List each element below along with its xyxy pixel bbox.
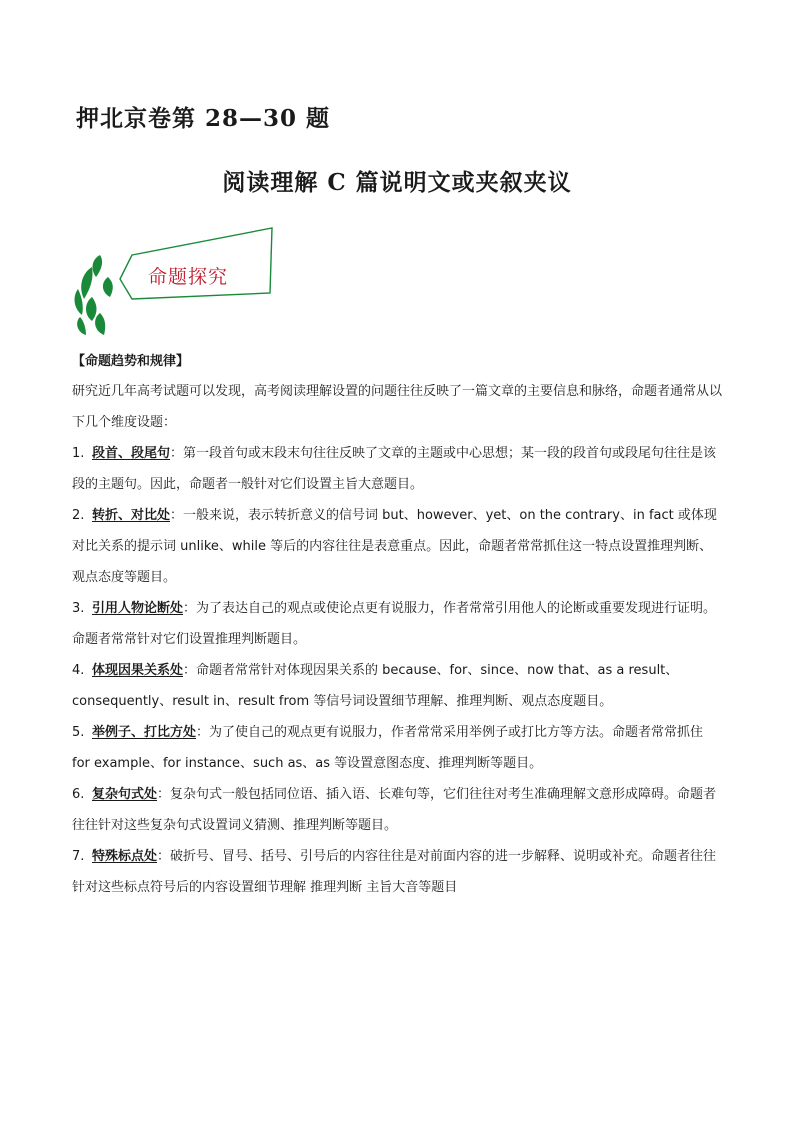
section-body xyxy=(72,376,722,903)
list-item: 1. 段首、段尾句：第一段首句或末段末句往往反映了文章的主题或中心思想；某一段的段首句或段尾句往往是该段的主题句。因此，命题者一般针对它们设置主旨大意题目。 xyxy=(72,446,717,492)
item-keyword: 转折、对比处 xyxy=(92,508,171,523)
list-item: 4. 体现因果关系处：命题者常常针对体现因果关系的 because、for、since、now that、as a result、consequently、result in、result from 等信号词设置细节理解、推理判断、观点态度题目。 xyxy=(72,663,679,709)
page-title: 押北京卷第 28—30 题 xyxy=(76,105,331,132)
list-item: 6. 复杂句式处：复杂句式一般包括同位语、插入语、长难句等，它们往往对考生准确理解文意形成障碍。命题者往往针对这些复杂句式设置词义猜测、推理判断等题目。 xyxy=(72,787,717,833)
item-keyword: 复杂句式处 xyxy=(92,787,158,802)
item-keyword: 引用人物论断处 xyxy=(92,601,184,616)
section-heading: 【命题趋势和规律】 xyxy=(72,354,190,369)
section-intro: 研究近几年高考试题可以发现，高考阅读理解设置的问题往往反映了一篇文章的主要信息和脉络，命题者通常从以下几个维度设题： xyxy=(72,384,723,430)
list-item: 5. 举例子、打比方处：为了使自己的观点更有说服力，作者常常采用举例子或打比方等方法。命题者常常抓住 for example、for instance、such as、as 等设置意图态度、推理判断等题目。 xyxy=(72,725,704,771)
list-item: 3. 引用人物论断处：为了表达自己的观点或使论点更有说服力，作者常常引用他人的论断或重要发现进行证明。命题者常常针对它们设置推理判断题目。 xyxy=(72,601,717,647)
item-keyword: 段首、段尾句 xyxy=(92,446,171,461)
item-keyword: 体现因果关系处 xyxy=(92,663,184,678)
item-keyword: 举例子、打比方处 xyxy=(92,725,197,740)
banner-label: 命题探究 xyxy=(148,266,229,288)
list-item: 2. 转折、对比处：一般来说，表示转折意义的信号词 but、however、yet、on the contrary、in fact 或体现对比关系的提示词 unlike、while 等后的内容往往是表意重点。因此，命题者常常抓住这一特点设置推理判断、观点态度等题目。 xyxy=(72,508,717,585)
item-keyword: 特殊标点处 xyxy=(92,849,158,864)
list-item: 7. 特殊标点处：破折号、冒号、括号、引号后的内容往往是对前面内容的进一步解释、说明或补充。命题者往往针对这些标点符号后的内容设置细节理解 推理判断 主旨大音等题目 xyxy=(72,849,717,895)
page-subtitle: 阅读理解 C 篇说明文或夹叙夹议 xyxy=(222,169,572,196)
